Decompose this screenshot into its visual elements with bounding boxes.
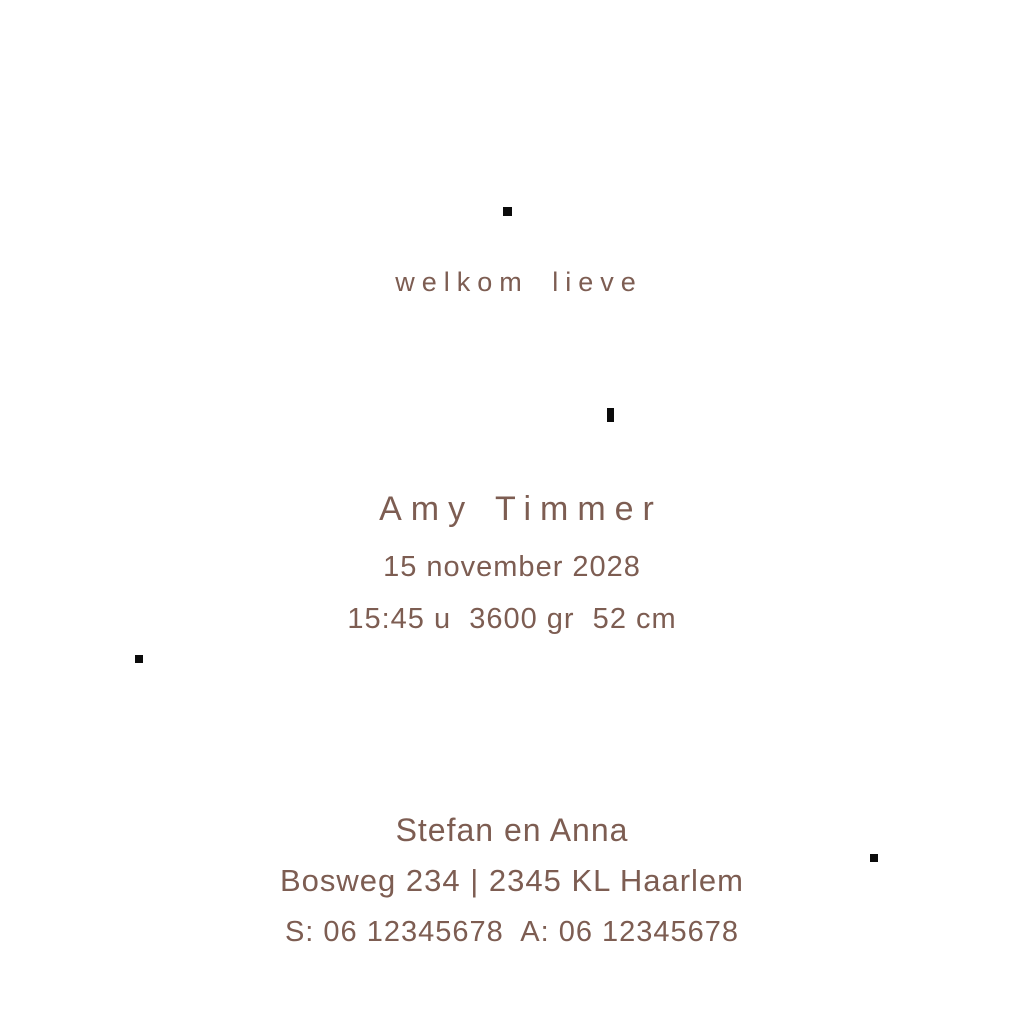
parents-names: Stefan en Anna bbox=[395, 812, 629, 848]
birth-details: 15:45 u 3600 gr 52 cm bbox=[347, 603, 677, 635]
birth-date: 15 november 2028 bbox=[383, 551, 641, 583]
black-square-marker-left-icon bbox=[135, 655, 143, 663]
black-square-marker-right-icon bbox=[870, 854, 878, 862]
baby-name: Amy Timmer bbox=[379, 490, 663, 528]
home-address: Bosweg 234 | 2345 KL Haarlem bbox=[280, 863, 744, 898]
phone-numbers: S: 06 12345678 A: 06 12345678 bbox=[284, 916, 740, 948]
greeting-text: welkom lieve bbox=[395, 267, 643, 297]
black-square-marker-top-icon bbox=[503, 207, 512, 216]
black-square-marker-middle-icon bbox=[607, 408, 614, 422]
